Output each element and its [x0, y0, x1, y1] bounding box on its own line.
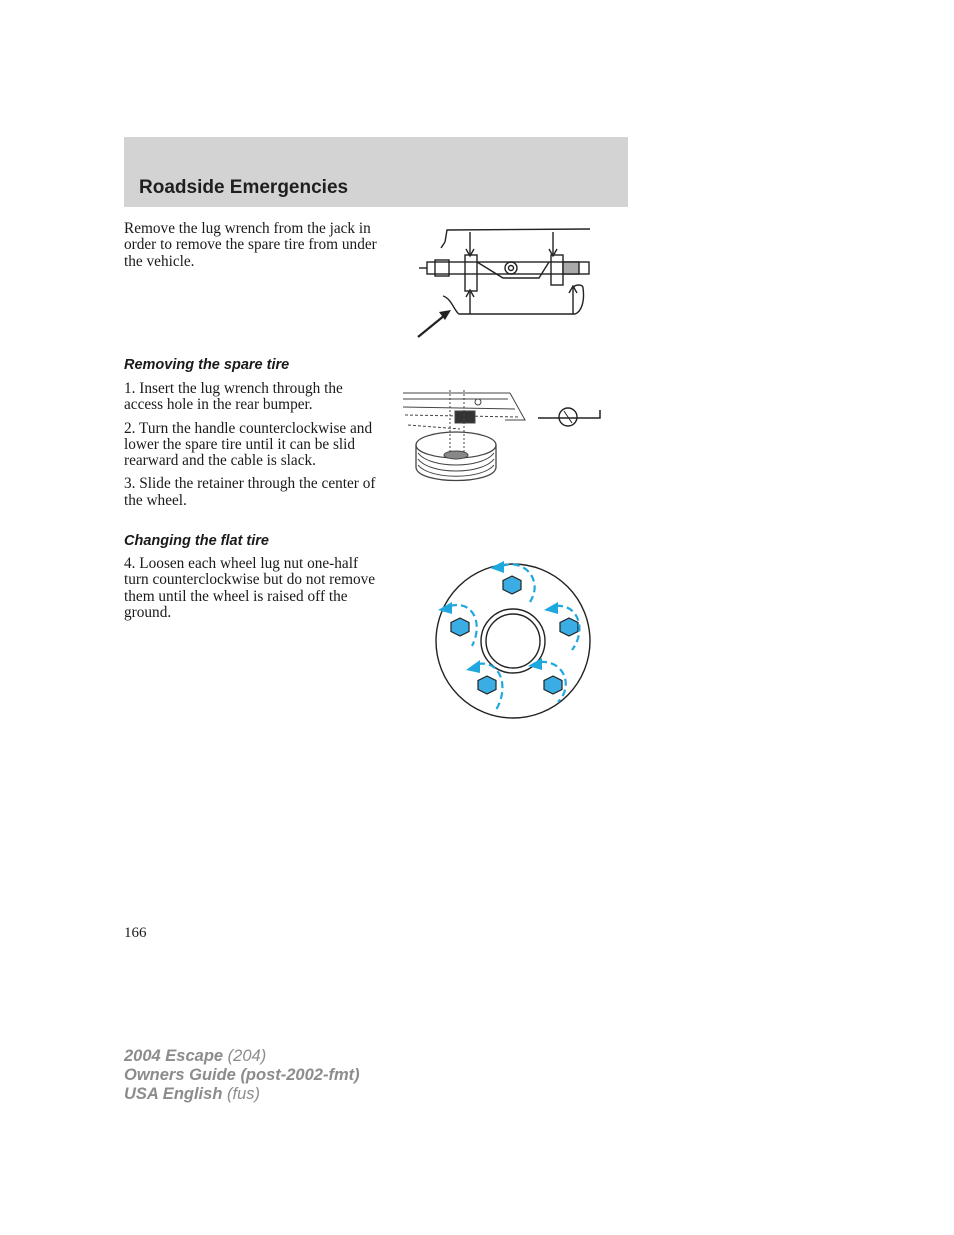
spare-tire-lowering-illustration — [400, 385, 610, 490]
removing-spare-heading: Removing the spare tire — [124, 357, 290, 373]
footer-line-2: Owners Guide (post-2002-fmt) — [124, 1066, 360, 1084]
changing-flat-heading: Changing the flat tire — [124, 533, 269, 549]
jack-and-wrench-illustration — [415, 222, 595, 342]
intro-paragraph — [124, 221, 380, 277]
removing-steps — [124, 381, 380, 516]
step-3: 3. Slide the retainer through the center of the wheel. — [124, 475, 376, 509]
step-1: 1. Insert the lug wrench through the access hole in the rear bumper. — [124, 380, 343, 414]
step-2: 2. Turn the handle counterclockwise and lower the spare tire until it can be slid rearward and the cable is slack. — [124, 419, 373, 470]
intro-text: Remove the lug wrench from the jack in order to remove the spare tire from under the vehicle. — [124, 220, 377, 270]
section-header-band — [124, 137, 628, 207]
step-4: 4. Loosen each wheel lug nut one-half turn counterclockwise but do not remove them until the wheel is raised off the ground. — [124, 555, 376, 621]
changing-steps — [124, 556, 380, 628]
page-number: 166 — [124, 925, 147, 941]
document-footer — [124, 1047, 360, 1104]
footer-line-1: 2004 Escape (204) — [124, 1047, 267, 1065]
footer-line-3: USA English (fus) — [124, 1085, 260, 1103]
section-title: Roadside Emergencies — [139, 177, 349, 198]
wheel-lug-nut-loosening-illustration — [432, 560, 594, 722]
